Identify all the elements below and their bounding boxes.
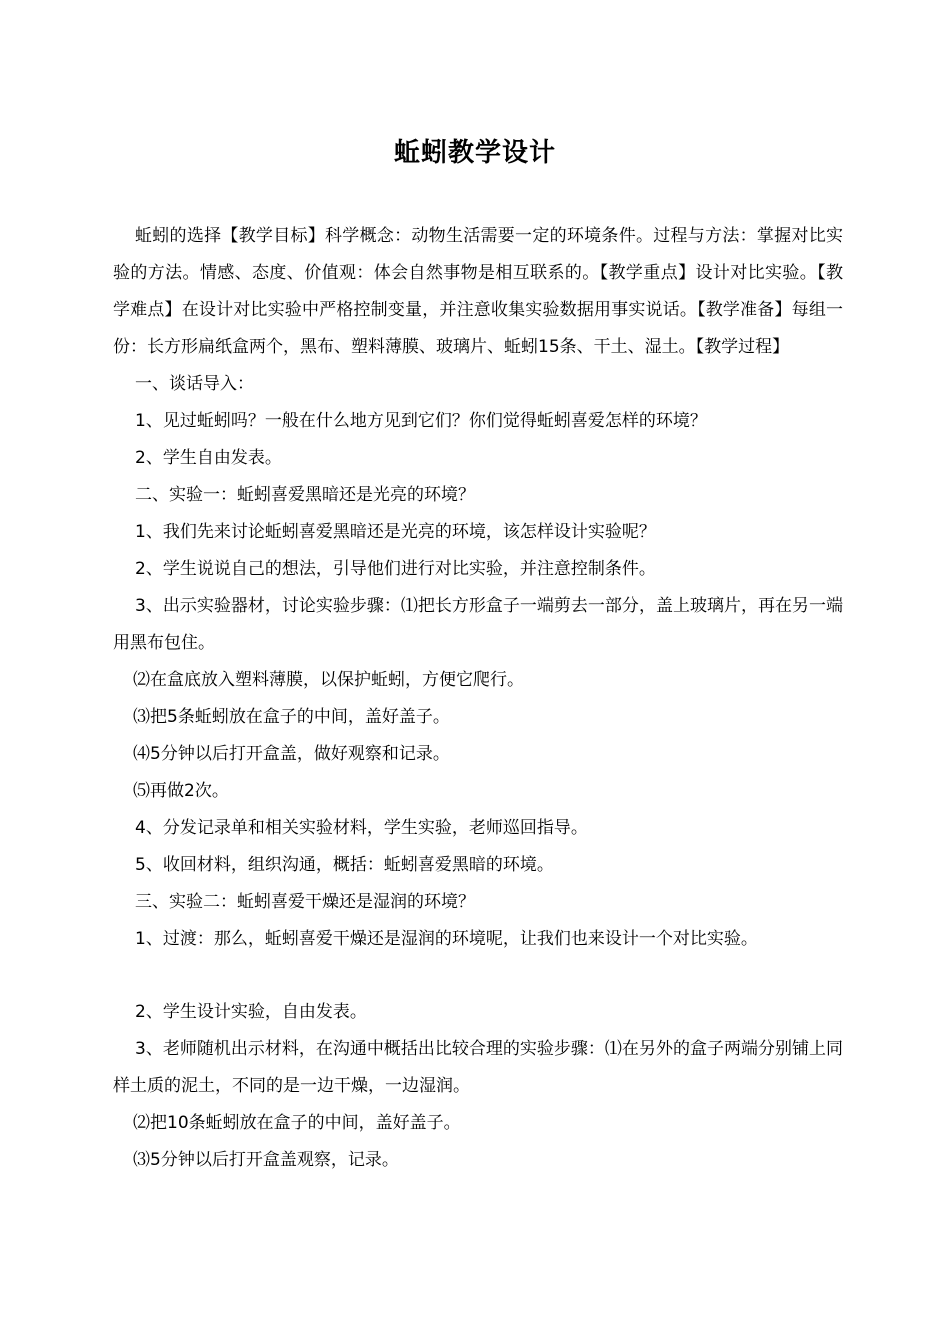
step-line: ⑵把10条蚯蚓放在盒子的中间，盖好盖子。: [133, 1113, 461, 1133]
intro-paragraph: 蚯蚓的选择【教学目标】科学概念：动物生活需要一定的环境条件。过程与方法：掌握对比实验的方法。情感、态度、价值观：体会自然事物是相互联系的。【教学重点】设计对比实验。【教学难点】在设计对比实验中严格控制变量，并注意收集实验数据用事实说话。【教学准备】每组一份：长方形扁纸盒两个，黑布、塑料薄膜、玻璃片、蚯蚓15条、干土、湿土。【教学过程】: [113, 226, 843, 357]
step-line: ⑸再做2次。: [133, 781, 229, 801]
text-line: 2、学生自由发表。: [135, 448, 282, 468]
step-line: ⑵在盒底放入塑料薄膜，以保护蚯蚓，方便它爬行。: [133, 670, 524, 690]
document-body: [113, 218, 843, 1179]
step-line: ⑷5分钟以后打开盒盖，做好观察和记录。: [133, 744, 450, 764]
text-line: 2、学生说说自己的想法，引导他们进行对比实验，并注意控制条件。: [135, 559, 656, 579]
document-title: 蚯蚓教学设计: [393, 138, 556, 168]
section-heading-experiment-1: 二、实验一：蚯蚓喜爱黑暗还是光亮的环境？: [135, 485, 475, 505]
blank-gap: [113, 958, 843, 994]
text-line: 1、过渡：那么，蚯蚓喜爱干燥还是湿润的环境呢，让我们也来设计一个对比实验。: [135, 929, 758, 949]
text-line: 1、我们先来讨论蚯蚓喜爱黑暗还是光亮的环境，该怎样设计实验呢？: [135, 522, 656, 542]
text-line: 2、学生设计实验，自由发表。: [135, 1002, 367, 1022]
text-line: 5、收回材料，组织沟通，概括：蚯蚓喜爱黑暗的环境。: [135, 855, 554, 875]
step-line: ⑶5分钟以后打开盒盖观察，记录。: [133, 1150, 399, 1170]
section-heading-experiment-2: 三、实验二：蚯蚓喜爱干燥还是湿润的环境？: [135, 892, 475, 912]
text-line: 4、分发记录单和相关实验材料，学生实验，老师巡回指导。: [135, 818, 588, 838]
section-heading-intro: 一、谈话导入：: [135, 374, 254, 394]
text-line: 1、见过蚯蚓吗？一般在什么地方见到它们？你们觉得蚯蚓喜爱怎样的环境？: [135, 411, 707, 431]
step-line: ⑶把5条蚯蚓放在盒子的中间，盖好盖子。: [133, 707, 450, 727]
experiment-1-steps-paragraph: 3、出示实验器材，讨论实验步骤：⑴把长方形盒子一端剪去一部分，盖上玻璃片，再在另一端用黑布包住。: [113, 596, 843, 653]
experiment-2-steps-paragraph: 3、老师随机出示材料，在沟通中概括出比较合理的实验步骤：⑴在另外的盒子两端分别铺上同样土质的泥土，不同的是一边干燥，一边湿润。: [113, 1039, 843, 1096]
